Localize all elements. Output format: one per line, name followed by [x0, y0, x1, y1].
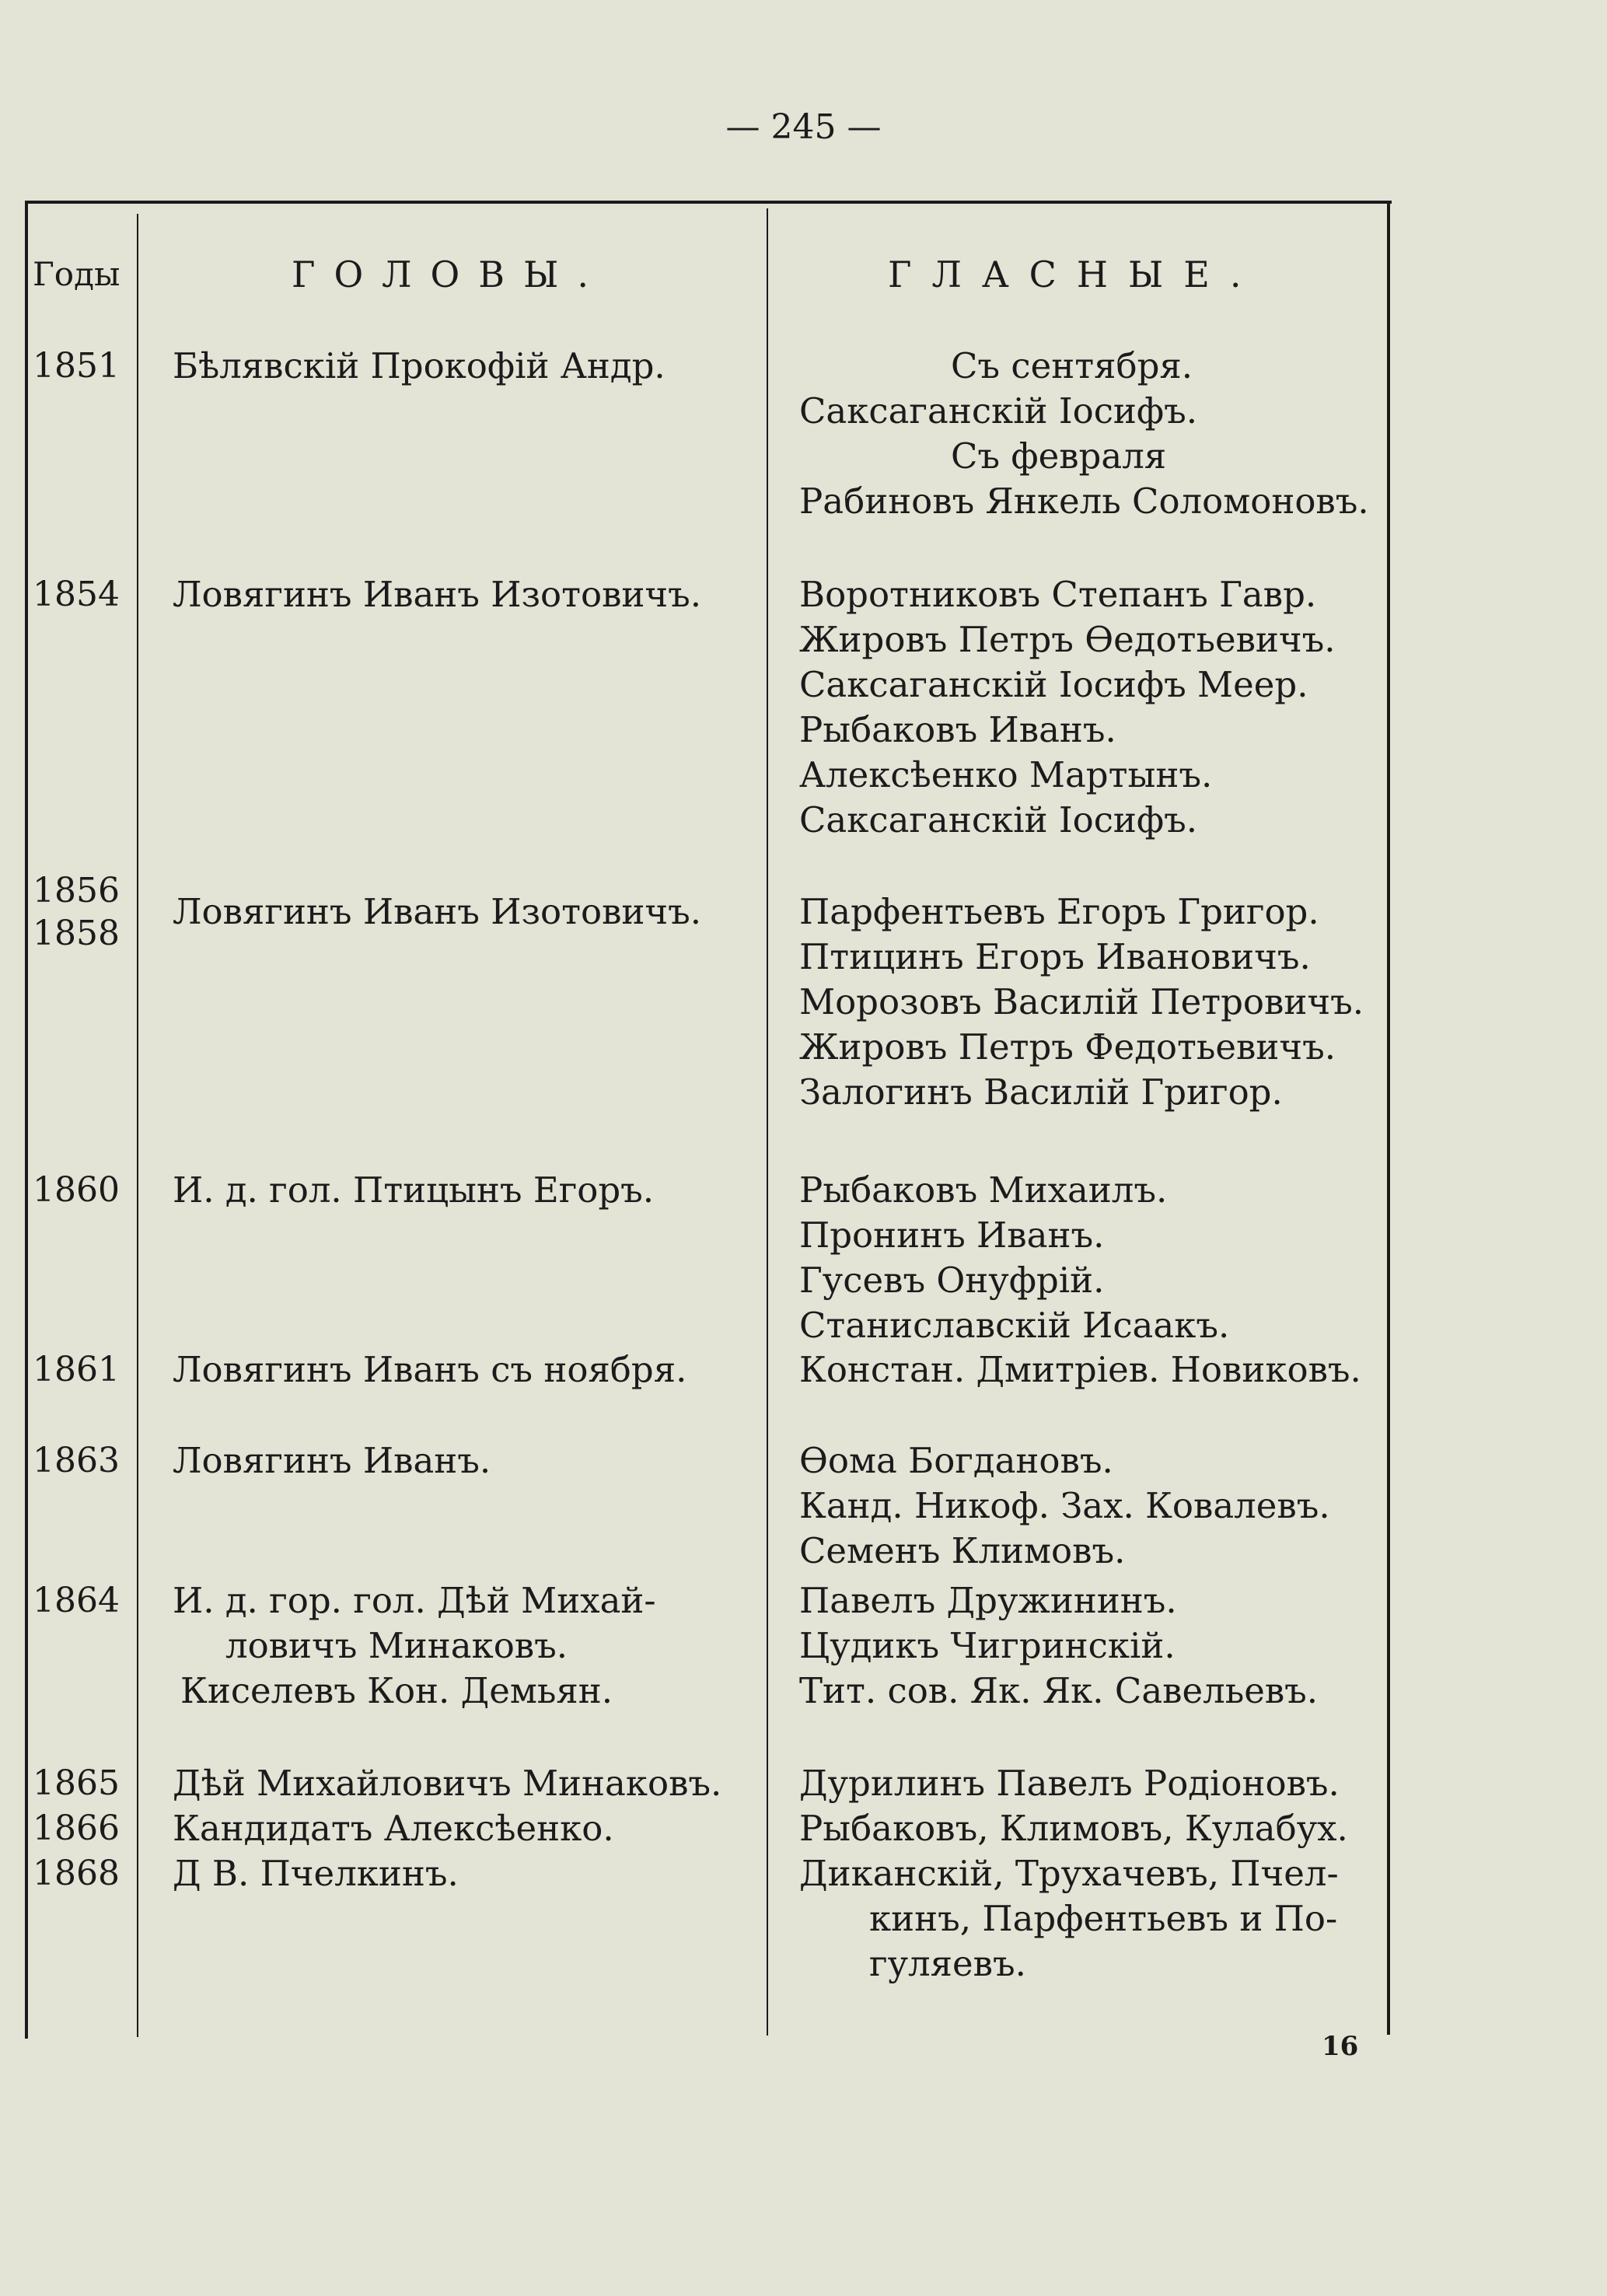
- header-heads: ГОЛОВЫ.: [292, 253, 607, 295]
- table-left-border: [25, 204, 28, 2039]
- head-entry: Ловягинъ Иванъ.: [173, 1440, 491, 1481]
- year-cell: 1864: [33, 1581, 120, 1620]
- year-cell: 1863: [33, 1441, 120, 1480]
- member-entry: Рыбаковъ, Климовъ, Кулабух.: [799, 1808, 1348, 1849]
- year-cell: 1866: [33, 1808, 120, 1848]
- table-right-border: [1387, 204, 1390, 2035]
- head-entry: ловичъ Минаковъ.: [225, 1625, 568, 1666]
- member-entry: Канд. Никоф. Зах. Ковалевъ.: [799, 1485, 1330, 1526]
- head-entry: Ловягинъ Иванъ Изотовичъ.: [173, 891, 702, 932]
- head-entry: И. д. гор. гол. Дѣй Михай-: [173, 1580, 656, 1621]
- header-years: Годы: [33, 255, 121, 293]
- table-top-rule: [25, 201, 1392, 204]
- member-entry: Саксаганскій Іосифъ Меер.: [799, 664, 1308, 705]
- member-entry: Рыбаковъ Михаилъ.: [799, 1169, 1168, 1211]
- member-entry: Парфентьевъ Егоръ Григор.: [799, 891, 1319, 932]
- member-entry: Саксаганскій Іосифъ.: [799, 799, 1198, 840]
- sheet-number: 16: [1322, 2031, 1359, 2062]
- year-cell: 1865: [33, 1763, 120, 1803]
- member-entry: Гусевъ Онуфрій.: [799, 1260, 1105, 1301]
- head-entry: Кандидатъ Алексѣенко.: [173, 1808, 614, 1849]
- year-cell: 1851: [33, 346, 120, 386]
- member-entry: Диканскій, Трухачевъ, Пчел-: [799, 1853, 1339, 1894]
- member-entry: Ѳома Богдановъ.: [799, 1440, 1113, 1481]
- member-entry: Алексѣенко Мартынъ.: [799, 754, 1213, 795]
- year-cell: 1860: [33, 1170, 120, 1210]
- member-entry: Тит. сов. Як. Як. Савельевъ.: [799, 1670, 1319, 1711]
- column-divider-heads: [767, 208, 768, 2036]
- member-entry: Дурилинъ Павелъ Родіоновъ.: [799, 1763, 1340, 1804]
- head-entry: Дѣй Михайловичъ Минаковъ.: [173, 1763, 722, 1804]
- page-number: — 245 —: [725, 107, 882, 147]
- year-cell: 1856: [33, 871, 120, 910]
- head-entry: Ловягинъ Иванъ съ ноября.: [173, 1349, 687, 1390]
- member-entry: Констан. Дмитріев. Новиковъ.: [799, 1349, 1361, 1390]
- member-entry: Жировъ Петръ Федотьевичъ.: [799, 1026, 1336, 1068]
- head-entry: Киселевъ Кон. Демьян.: [180, 1670, 613, 1711]
- member-entry: гуляевъ.: [869, 1943, 1026, 1984]
- column-divider-years: [137, 214, 138, 2037]
- head-entry: И. д. гол. Птицынъ Егоръ.: [173, 1169, 655, 1211]
- head-entry: Ловягинъ Иванъ Изотовичъ.: [173, 574, 702, 615]
- member-entry: Воротниковъ Степанъ Гавр.: [799, 574, 1317, 615]
- member-entry: Цудикъ Чигринскій.: [799, 1625, 1176, 1666]
- year-cell: 1858: [33, 914, 120, 953]
- member-entry: Рабиновъ Янкель Соломоновъ.: [799, 481, 1369, 522]
- year-cell: 1868: [33, 1854, 120, 1893]
- member-entry: Рыбаковъ Иванъ.: [799, 709, 1116, 750]
- member-entry: Морозовъ Василій Петровичъ.: [799, 981, 1364, 1022]
- member-entry: Станиславскій Исаакъ.: [799, 1305, 1230, 1346]
- member-entry: Пронинъ Иванъ.: [799, 1214, 1105, 1256]
- year-cell: 1854: [33, 575, 120, 614]
- member-entry: Семенъ Климовъ.: [799, 1530, 1126, 1571]
- member-entry: Съ февраля: [951, 435, 1167, 477]
- head-entry: Бѣлявскій Прокофій Андр.: [173, 345, 666, 386]
- header-members: ГЛАСНЫЕ.: [888, 253, 1262, 295]
- member-entry: кинъ, Парфентьевъ и По-: [869, 1898, 1338, 1939]
- member-entry: Съ сентября.: [951, 345, 1193, 386]
- member-entry: Залогинъ Василій Григор.: [799, 1071, 1283, 1113]
- year-cell: 1861: [33, 1350, 120, 1389]
- member-entry: Павелъ Дружининъ.: [799, 1580, 1177, 1621]
- member-entry: Жировъ Петръ Ѳедотьевичъ.: [799, 619, 1336, 660]
- member-entry: Птицинъ Егоръ Ивановичъ.: [799, 936, 1311, 977]
- head-entry: Д В. Пчелкинъ.: [173, 1853, 459, 1894]
- member-entry: Саксаганскій Іосифъ.: [799, 390, 1198, 432]
